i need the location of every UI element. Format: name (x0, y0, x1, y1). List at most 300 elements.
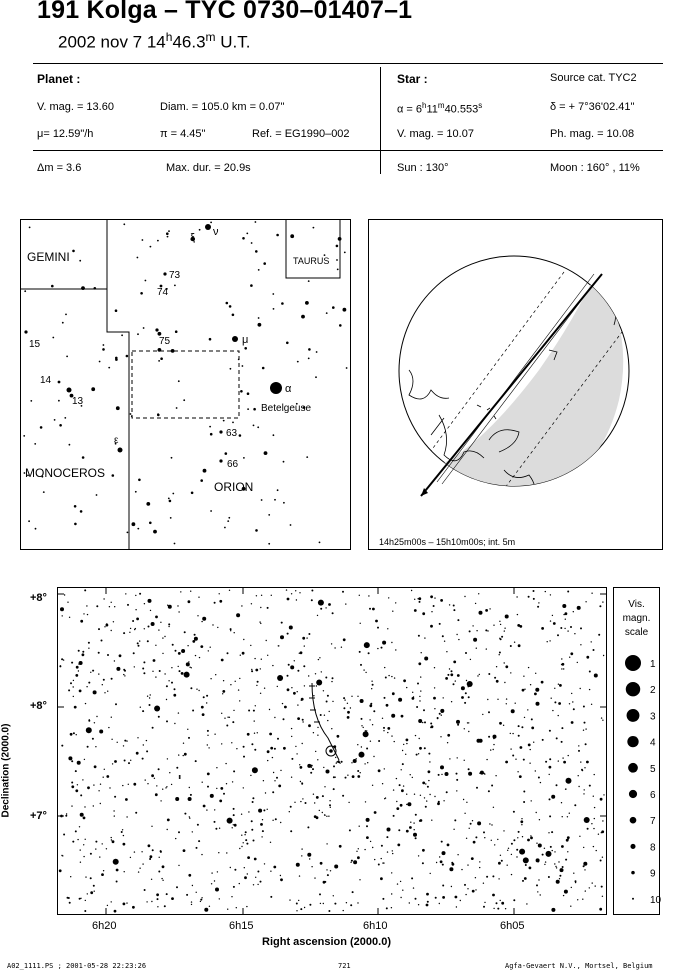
sky-star (65, 815, 67, 817)
finder-bg-star (239, 434, 242, 437)
sky-star (192, 885, 193, 886)
sky-star (554, 688, 555, 689)
sky-star (528, 667, 529, 668)
sky-star (310, 772, 312, 774)
sky-star (536, 843, 537, 844)
ra-axis-label: Right ascension (2000.0) (262, 936, 391, 948)
sky-star (583, 793, 584, 794)
finder-bg-star (199, 229, 201, 231)
sky-star (153, 659, 156, 662)
sky-star (210, 647, 211, 648)
sky-star (243, 842, 244, 843)
sky-star (277, 675, 283, 681)
finder-bg-star (262, 367, 265, 370)
sky-star (68, 689, 70, 691)
sky-star (142, 668, 144, 670)
sky-star (284, 706, 287, 709)
finder-bg-star (276, 234, 279, 237)
sky-star (79, 826, 80, 827)
sky-star (227, 818, 233, 824)
sky-star (135, 812, 137, 814)
sky-star (60, 665, 61, 666)
sky-star (150, 694, 151, 695)
sky-star (295, 590, 296, 591)
sky-star (184, 672, 190, 678)
header-rule-bottom (33, 150, 663, 151)
sky-star (418, 904, 419, 905)
sky-star (395, 649, 396, 650)
sky-star (178, 865, 179, 866)
sky-star (114, 815, 115, 816)
sky-star (570, 906, 571, 907)
sky-star (144, 603, 145, 604)
sky-star (168, 626, 169, 627)
sky-star (453, 683, 455, 685)
sky-star (430, 723, 432, 725)
sky-star (556, 880, 560, 884)
sky-star (302, 743, 303, 744)
sky-star (406, 739, 409, 742)
sky-star (269, 733, 272, 736)
sky-star (401, 769, 402, 770)
sky-star (446, 651, 447, 652)
sky-star (566, 778, 572, 784)
sky-star (243, 756, 245, 758)
sky-star (206, 809, 207, 810)
finder-bg-star (137, 257, 139, 259)
sky-star (350, 707, 351, 708)
sky-star (434, 708, 435, 709)
sky-star (519, 849, 525, 855)
sky-star (109, 606, 110, 607)
star-label-betelgeuse: Betelgeuse (261, 403, 312, 414)
sky-star (319, 657, 320, 658)
sky-star (191, 901, 192, 902)
sky-star (309, 858, 310, 859)
sky-star (98, 790, 99, 791)
sky-star (247, 733, 250, 736)
sky-star (316, 685, 317, 686)
sky-star (477, 675, 478, 676)
sky-star (96, 605, 98, 607)
sky-star (76, 734, 77, 735)
sky-star (365, 672, 366, 673)
sky-star (229, 717, 230, 718)
sky-star (529, 867, 532, 870)
sky-star (299, 875, 300, 876)
sky-star (260, 881, 262, 883)
sky-star (378, 769, 381, 772)
sky-star (499, 652, 501, 654)
sky-star (323, 881, 326, 884)
sky-star (567, 816, 568, 817)
finder-bg-star (157, 240, 159, 242)
sky-star (132, 906, 135, 909)
sky-star (225, 763, 226, 764)
sky-star (291, 728, 292, 729)
finder-bg-star (69, 444, 71, 446)
sky-star (461, 696, 464, 699)
sky-star (425, 783, 426, 784)
sky-star (314, 815, 317, 818)
sky-star (184, 631, 186, 633)
sky-star (178, 652, 181, 655)
sky-star (71, 785, 74, 788)
sky-star (359, 651, 361, 653)
sky-star (226, 725, 228, 727)
sky-star (363, 669, 364, 670)
sky-star (594, 674, 598, 678)
sky-star (83, 844, 84, 845)
sky-star (334, 903, 336, 905)
star-nu (205, 224, 211, 230)
sky-star (317, 727, 318, 728)
sky-star (523, 759, 525, 761)
sky-star (419, 696, 420, 697)
sky-star (424, 721, 426, 723)
finder-bg-star (168, 498, 170, 500)
planet-heading: Planet : (37, 72, 81, 86)
sky-star (583, 706, 585, 708)
sky-star (475, 877, 476, 878)
sky-star (601, 830, 604, 833)
sky-star (443, 697, 444, 698)
sky-star (409, 826, 412, 829)
sky-star (160, 800, 161, 801)
sky-star (494, 844, 495, 845)
sky-star (464, 728, 465, 729)
sky-star (160, 851, 162, 853)
sky-star (267, 809, 268, 810)
sky-star (538, 602, 539, 603)
sky-star (323, 690, 324, 691)
legend-mag-dot (630, 817, 637, 824)
finder-bg-star (339, 324, 342, 327)
sky-star (95, 746, 96, 747)
sky-star (467, 888, 468, 889)
sky-star (468, 772, 472, 776)
sky-star (368, 595, 369, 596)
finder-bg-star (96, 494, 98, 496)
sky-star (93, 784, 94, 785)
sky-star (62, 615, 63, 616)
sky-star (198, 597, 199, 598)
sky-star (447, 844, 450, 847)
sky-star (149, 697, 150, 698)
sky-star (414, 794, 415, 795)
sky-star (441, 841, 443, 843)
sky-star (357, 775, 360, 778)
sky-star (103, 679, 105, 681)
sky-star (519, 625, 522, 628)
finder-bg-star (255, 529, 258, 532)
finder-bg-star (171, 457, 173, 459)
planet-parallax: π = 4.45" (160, 128, 206, 140)
sky-star (273, 866, 276, 869)
sky-star (260, 668, 261, 669)
sky-star (280, 875, 281, 876)
sky-star (366, 825, 368, 827)
sky-star (90, 672, 91, 673)
sky-star (246, 843, 248, 845)
sky-star (501, 636, 503, 638)
sky-star (565, 612, 568, 615)
sky-star (385, 797, 386, 798)
sky-star (366, 730, 367, 731)
sky-star (251, 670, 253, 672)
sky-star (291, 758, 293, 760)
finder-bg-star (315, 376, 317, 378)
sky-star (366, 836, 369, 839)
star-75 (155, 328, 158, 331)
sky-star (549, 758, 551, 760)
sky-star (272, 757, 273, 758)
sky-star (126, 816, 127, 817)
sky-star (162, 637, 163, 638)
sky-star (75, 674, 78, 677)
sky-star (200, 645, 203, 648)
sky-star (287, 598, 290, 601)
sky-star (329, 800, 330, 801)
sky-star (420, 795, 421, 796)
sky-star (372, 847, 373, 848)
sky-star (201, 854, 202, 855)
footer-file-info: A02_1111.PS ; 2001-05-28 22:23:26 (7, 962, 147, 970)
sky-star (245, 839, 247, 841)
sky-star (88, 642, 90, 644)
sky-star (217, 871, 218, 872)
sky-star (573, 873, 574, 874)
sky-star (366, 818, 370, 822)
sky-star (580, 627, 582, 629)
finder-bg-star (247, 392, 250, 395)
sky-star (472, 820, 473, 821)
finder-bg-star (343, 308, 347, 312)
sky-star (587, 828, 589, 830)
sky-star (520, 820, 523, 823)
sky-star (351, 762, 352, 763)
sky-star (596, 850, 597, 851)
sky-star (457, 757, 458, 758)
sky-star (392, 853, 393, 854)
sky-star (128, 784, 129, 785)
sky-star (121, 831, 123, 833)
sky-star (359, 595, 360, 596)
sky-star (327, 720, 328, 721)
sky-star (297, 704, 298, 705)
finder-bg-star (170, 517, 172, 519)
sky-star (311, 599, 313, 601)
sky-star (466, 802, 467, 803)
legend-mag-dot (627, 736, 638, 747)
sky-star (440, 736, 441, 737)
finder-bg-star (143, 327, 145, 329)
sky-star (82, 779, 83, 780)
sky-star (219, 898, 220, 899)
finder-bg-star (209, 426, 211, 428)
sky-star (203, 805, 206, 808)
sky-star (485, 629, 487, 631)
sky-star (233, 808, 235, 810)
sky-star (439, 713, 441, 715)
sky-star (349, 829, 351, 831)
sky-star (238, 689, 239, 690)
finder-bg-star (121, 334, 123, 336)
sky-star (347, 711, 350, 714)
sky-star (540, 894, 541, 895)
sky-star (109, 787, 110, 788)
sky-star (464, 702, 466, 704)
sky-star (93, 885, 95, 887)
finder-bg-star (157, 414, 160, 417)
sky-star (438, 774, 440, 776)
sky-star (179, 670, 181, 672)
sky-star (191, 904, 192, 905)
sky-star (300, 766, 303, 769)
sky-star (328, 816, 329, 817)
sky-star (561, 658, 562, 659)
sky-star (524, 877, 527, 880)
sky-star (451, 701, 452, 702)
finder-bg-star (174, 285, 176, 287)
sky-star (479, 611, 483, 615)
sky-star (332, 701, 333, 702)
sky-star (422, 722, 423, 723)
sky-star (387, 727, 390, 730)
sky-star (398, 698, 402, 702)
legend-mag-label: 1 (650, 659, 656, 670)
sky-star (600, 860, 602, 862)
sky-star (288, 664, 290, 666)
finder-bg-star (127, 532, 129, 534)
sky-star (374, 811, 377, 814)
sky-star (286, 589, 287, 590)
sky-star (568, 755, 569, 756)
sky-star (514, 642, 515, 643)
sky-star (221, 713, 222, 714)
sky-star (239, 883, 240, 884)
sky-star (461, 869, 462, 870)
sky-star (195, 760, 197, 762)
finder-bg-star (142, 239, 144, 241)
sky-star (188, 661, 189, 662)
sky-star (350, 904, 352, 906)
sky-star (500, 624, 501, 625)
sky-star (307, 826, 309, 828)
sky-star (188, 737, 190, 739)
sky-star (469, 828, 470, 829)
sky-star (315, 673, 316, 674)
sky-star (155, 616, 158, 619)
sky-star (305, 802, 307, 804)
legend-title: Vis. magn. scale (622, 599, 651, 638)
sky-star (68, 756, 72, 760)
sky-star (184, 753, 187, 756)
sky-star (457, 619, 459, 621)
sky-star (166, 786, 167, 787)
sky-star (422, 862, 424, 864)
legend-mag-label: 8 (650, 842, 656, 854)
sky-star (440, 709, 444, 713)
sky-star (558, 861, 559, 862)
sky-star (270, 747, 273, 750)
sky-map-svg (58, 588, 606, 914)
sky-star (593, 828, 594, 829)
sky-star (332, 612, 334, 614)
legend-mag-label: 10 (650, 894, 662, 906)
sky-star (370, 741, 371, 742)
sky-star (500, 900, 501, 901)
sky-star (188, 600, 191, 603)
finder-bg-star (223, 420, 225, 422)
sky-star (289, 811, 290, 812)
sky-star (214, 809, 215, 810)
sky-star (554, 851, 555, 852)
sky-star (504, 630, 505, 631)
sky-star (319, 893, 321, 895)
sky-star (272, 665, 273, 666)
sky-star (418, 662, 421, 665)
sky-star (522, 836, 523, 837)
sky-star (382, 898, 384, 900)
sky-star (326, 816, 327, 817)
sky-star (473, 841, 476, 844)
sky-star (335, 757, 336, 758)
finder-bg-star (261, 499, 263, 501)
sky-star (479, 867, 480, 868)
sky-star (254, 749, 256, 751)
sky-star (331, 728, 332, 729)
sky-star (345, 603, 346, 604)
sky-star (344, 699, 345, 700)
sky-star (535, 770, 536, 771)
sky-star (184, 813, 186, 815)
finder-bg-star (308, 358, 310, 360)
sky-star (243, 639, 244, 640)
star-13 (67, 388, 72, 393)
legend-mag-dot (630, 844, 635, 849)
sky-star (217, 627, 218, 628)
sky-star (592, 882, 593, 883)
sky-star (493, 735, 497, 739)
sky-star (551, 795, 555, 799)
sky-star (583, 865, 585, 867)
sky-star (487, 630, 488, 631)
sky-star (111, 717, 112, 718)
sky-star (442, 885, 444, 887)
sky-star (296, 753, 297, 754)
sky-star (601, 717, 602, 718)
sky-star (391, 642, 392, 643)
sky-star (583, 730, 584, 731)
sky-star (368, 652, 370, 654)
finder-bg-star (132, 522, 136, 526)
sky-star (196, 892, 197, 893)
sky-star (337, 735, 340, 738)
sky-star (495, 775, 496, 776)
sky-star (226, 852, 227, 853)
sky-star (586, 656, 589, 659)
sky-star (149, 704, 151, 706)
sky-star (423, 709, 425, 711)
sky-star (555, 866, 556, 867)
sky-star (257, 884, 258, 885)
sky-star (414, 599, 415, 600)
sky-star (582, 770, 583, 771)
finder-bg-star (258, 323, 262, 327)
sky-star (450, 673, 453, 676)
sky-star (289, 899, 290, 900)
